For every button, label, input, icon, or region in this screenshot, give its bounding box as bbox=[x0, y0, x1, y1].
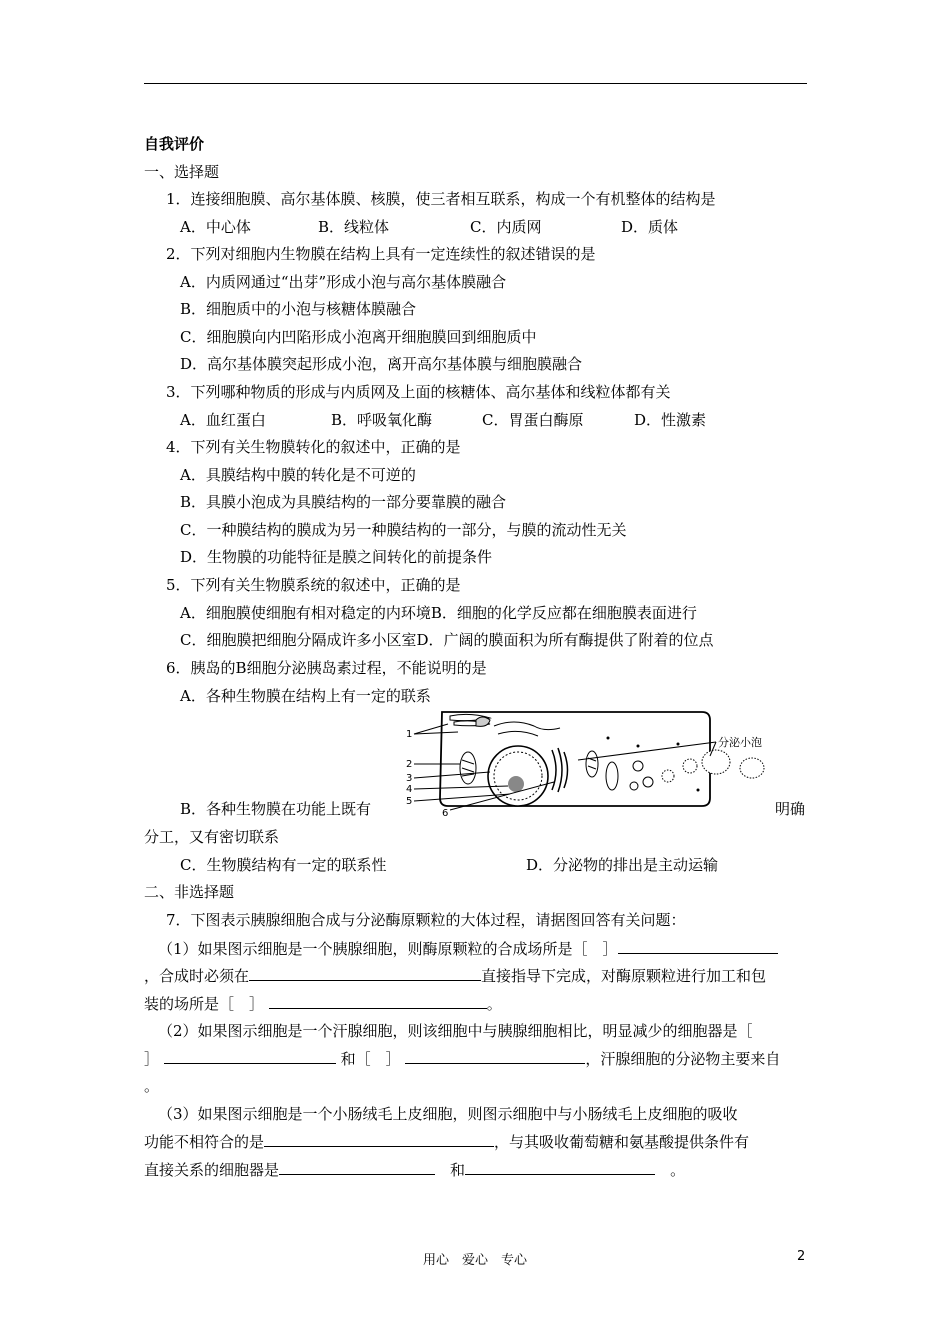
vesicle-label: 分泌小泡 bbox=[718, 736, 762, 749]
q4-option-c: C．一种膜结构的膜成为另一种膜结构的一部分，与膜的流动性无关 bbox=[180, 521, 627, 539]
q2-option-b: B．细胞质中的小泡与核糖体膜融合 bbox=[180, 300, 417, 318]
label-6: 6 bbox=[442, 808, 449, 818]
question-4-stem: 4．下列有关生物膜转化的叙述中，正确的是 bbox=[166, 438, 461, 456]
q7-p3-text-b: 功能不相符合的是 bbox=[144, 1133, 265, 1151]
q7-p1-text-a: （1）如果图示细胞是一个胰腺细胞，则酶原颗粒的合成场所是［ ］ bbox=[158, 940, 618, 958]
q7-part3-line1: （3）如果图示细胞是一个小肠绒毛上皮细胞，则图示细胞中与小肠绒毛上皮细胞的吸收 bbox=[158, 1105, 738, 1123]
q2-option-d: D．高尔基体膜突起形成小泡，离开高尔基体膜与细胞膜融合 bbox=[180, 355, 583, 373]
q6-option-b-cont: 分工，又有密切联系 bbox=[144, 828, 280, 846]
q7-p3-text-d: 直接关系的细胞器是 bbox=[144, 1161, 280, 1179]
question-5-stem: 5．下列有关生物膜系统的叙述中，正确的是 bbox=[166, 576, 461, 594]
q7-part2-line1: （2）如果图示细胞是一个汗腺细胞，则该细胞中与胰腺细胞相比，明显减少的细胞器是［ bbox=[158, 1022, 753, 1040]
q1-option-d: D．质体 bbox=[621, 218, 679, 236]
q7-p3-text-c: ，与其吸收葡萄糖和氨基酸提供条件有 bbox=[494, 1133, 750, 1151]
q7-p1-end: 。 bbox=[486, 995, 502, 1013]
q2-option-a: A．内质网通过“出芽”形成小泡与高尔基体膜融合 bbox=[180, 273, 507, 291]
q6-option-d: D．分泌物的排出是主动运输 bbox=[526, 856, 719, 874]
answer-blank[interactable] bbox=[269, 993, 487, 1009]
answer-blank[interactable] bbox=[279, 1159, 435, 1175]
label-1: 1 bbox=[406, 729, 413, 740]
page-title: 自我评价 bbox=[144, 135, 205, 153]
q1-option-c: C．内质网 bbox=[470, 218, 542, 236]
q1-option-a: A．中心体 bbox=[180, 218, 251, 236]
question-6-stem: 6．胰岛的B细胞分泌胰岛素过程，不能说明的是 bbox=[166, 659, 487, 677]
label-5: 5 bbox=[406, 796, 413, 807]
answer-blank[interactable] bbox=[405, 1048, 585, 1064]
q3-option-d: D．性激素 bbox=[634, 411, 707, 429]
q4-option-d: D．生物膜的功能特征是膜之间转化的前提条件 bbox=[180, 548, 493, 566]
answer-blank[interactable] bbox=[264, 1131, 494, 1147]
page-footer: 用心 爱心 专心 bbox=[422, 1253, 527, 1268]
q4-option-a: A．具膜结构中膜的转化是不可逆的 bbox=[180, 466, 416, 484]
q2-option-c: C．细胞膜向内凹陷形成小泡离开细胞膜回到细胞质中 bbox=[180, 328, 537, 346]
label-4: 4 bbox=[406, 784, 413, 795]
q7-p1-text-c: 直接指导下完成，对酶原颗粒进行加工和包 bbox=[481, 967, 767, 985]
q1-option-b: B．线粒体 bbox=[318, 218, 390, 236]
q6-option-c: C．生物膜结构有一定的联系性 bbox=[180, 856, 387, 874]
answer-blank[interactable] bbox=[249, 965, 481, 981]
header-rule bbox=[144, 83, 807, 84]
q3-option-b: B．呼吸氧化酶 bbox=[331, 411, 433, 429]
answer-blank[interactable] bbox=[465, 1159, 655, 1175]
q7-p1-text-d: 装的场所是［ ］ bbox=[144, 995, 265, 1013]
q5-options-ab: A．细胞膜使细胞有相对稳定的内环境B．细胞的化学反应都在细胞膜表面进行 bbox=[180, 604, 697, 622]
q7-p1-text-b: ，合成时必须在 bbox=[144, 967, 250, 985]
q7-p3-end: 。 bbox=[670, 1161, 686, 1179]
q7-part1-line3 bbox=[144, 993, 502, 1014]
question-7-stem: 7．下图表示胰腺细胞合成与分泌酶原颗粒的大体过程，请据图回答有关问题： bbox=[166, 911, 686, 929]
q6-option-a: A．各种生物膜在结构上有一定的联系 bbox=[180, 687, 431, 705]
q7-part2-end: 。 bbox=[144, 1077, 160, 1095]
q7-part2-line2 bbox=[144, 1048, 780, 1069]
q6-option-b: B．各种生物膜在功能上既有 bbox=[180, 800, 372, 818]
q7-p3-text-e: 和 bbox=[450, 1161, 466, 1179]
q7-p2-text-d: ，汗腺细胞的分泌物主要来自 bbox=[585, 1050, 781, 1068]
q3-option-a: A．血红蛋白 bbox=[180, 411, 266, 429]
q7-part1-line2 bbox=[144, 965, 766, 986]
q4-option-b: B．具膜小泡成为具膜结构的一部分要靠膜的融合 bbox=[180, 493, 507, 511]
q3-option-c: C．胃蛋白酶原 bbox=[482, 411, 584, 429]
q5-options-cd: C．细胞膜把细胞分隔成许多小区室D．广阔的膜面积为所有酶提供了附着的位点 bbox=[180, 631, 714, 649]
question-2-stem: 2．下列对细胞内生物膜在结构上具有一定连续性的叙述错误的是 bbox=[166, 245, 596, 263]
q7-part3-line3 bbox=[144, 1159, 685, 1180]
q6-option-b-right: 明确 bbox=[775, 800, 806, 818]
answer-blank[interactable] bbox=[618, 938, 778, 954]
label-2: 2 bbox=[406, 759, 413, 770]
section-heading: 一、选择题 bbox=[144, 163, 220, 181]
question-3-stem: 3．下列哪种物质的形成与内质网及上面的核糖体、高尔基体和线粒体都有关 bbox=[166, 383, 671, 401]
q7-p2-text-b: ］ bbox=[144, 1050, 160, 1068]
q7-part1-line1 bbox=[158, 938, 778, 959]
question-1-stem: 1．连接细胞膜、高尔基体膜、核膜，使三者相互联系，构成一个有机整体的结构是 bbox=[166, 190, 716, 208]
section-2-heading: 二、非选择题 bbox=[144, 883, 235, 901]
q7-part3-line2 bbox=[144, 1131, 749, 1152]
cell-diagram bbox=[398, 706, 770, 818]
page-number: 2 bbox=[797, 1249, 806, 1264]
answer-blank[interactable] bbox=[164, 1048, 336, 1064]
q7-p2-text-c: 和［ ］ bbox=[340, 1050, 401, 1068]
label-3: 3 bbox=[406, 773, 413, 784]
